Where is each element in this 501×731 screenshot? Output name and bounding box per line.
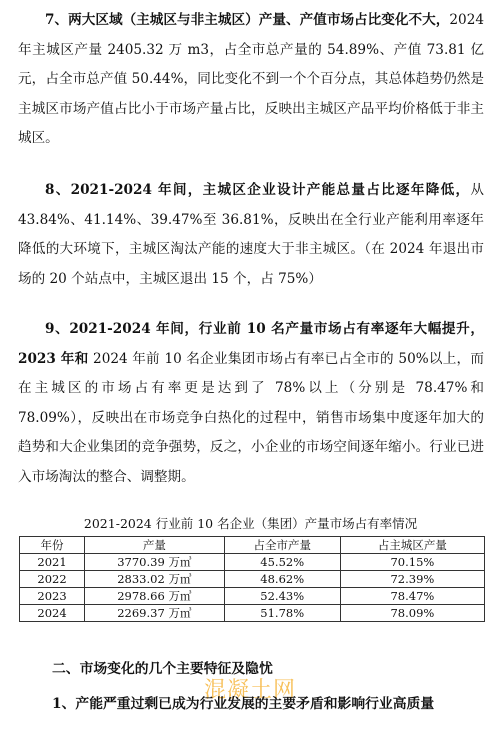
paragraph-8-text: 从 43.84%、41.14%、39.47%至 36.81%，反映出在全行业产能利用率逐年降低的大环境下，主城区淘汰产能的速度大于非主城区。（在 2024 年退出市场的 20 个站点中，主城区退出 15 个，占 75%）: [18, 182, 484, 287]
cell-city-share: 51.78%: [224, 605, 340, 622]
cell-year: 2023: [20, 588, 85, 605]
cell-city-share: 52.43%: [224, 588, 340, 605]
cell-output: 2978.66 万㎥: [85, 588, 225, 605]
paragraph-8: [18, 176, 484, 294]
table-row: [20, 554, 485, 571]
cell-main-share: 72.39%: [340, 571, 484, 588]
header-main-district-share: 占主城区产量: [340, 537, 484, 554]
header-year: 年份: [20, 537, 85, 554]
cell-main-share: 78.47%: [340, 588, 484, 605]
cell-output: 2833.02 万㎥: [85, 571, 225, 588]
watermark-logo: 混凝土网: [204, 678, 297, 703]
paragraph-9: [18, 315, 484, 492]
cell-output: 3770.39 万㎥: [85, 554, 225, 571]
table-title: 2021-2024 行业前 10 名企业（集团）产量市场占有率情况: [83, 516, 418, 531]
cell-city-share: 48.62%: [224, 571, 340, 588]
header-output: 产量: [85, 537, 225, 554]
cell-year: 2022: [20, 571, 85, 588]
paragraph-8-lead: 8、2021-2024 年间，主城区企业设计产能总量占比逐年降低，: [45, 182, 471, 198]
section-heading: 二、市场变化的几个主要特征及隐忧: [52, 661, 273, 677]
cell-output: 2269.37 万㎥: [85, 605, 225, 622]
market-share-table: [19, 536, 485, 622]
cell-city-share: 45.52%: [224, 554, 340, 571]
paragraph-7: [18, 6, 484, 154]
header-city-share: 占全市产量: [224, 537, 340, 554]
table-row: [20, 605, 485, 622]
cell-year: 2021: [20, 554, 85, 571]
paragraph-7-text: 2024 年主城区产量 2405.32 万 m3，占全市总产量的 54.89%、产值 73.81 亿元，占全市总产值 50.44%，同比变化不到一个个百分点，其总体趋势仍然是主城区市场产值占比小于市场产量占比，反映出主城区产品平均价格低于非主城区。: [18, 12, 484, 146]
cell-main-share: 70.15%: [340, 554, 484, 571]
subheading: 1、产能严重过剩已成为行业发展的主要矛盾和影响行业高质量: [52, 696, 435, 712]
table-row: [20, 571, 485, 588]
cell-year: 2024: [20, 605, 85, 622]
paragraph-7-lead: 7、两大区域（主城区与非主城区）产量、产值市场占比变化不大，: [45, 12, 450, 28]
table-row: [20, 588, 485, 605]
cell-main-share: 78.09%: [340, 605, 484, 622]
paragraph-9-text: 2024 年前 10 名企业集团市场占有率已占全市的 50%以上，而在主城区的市场占有率更是达到了 78%以上（分别是 78.47%和 78.09%），反映出在市场竞争白热化的过程中，销售市场集中度逐年加大的趋势和大企业集团的竞争强势，反之，小企业的市场空间逐年缩小。行业已进入市场淘汰的整合、调整期。: [18, 350, 484, 485]
paragraph-9-lead: 9、2021-2024 年间，行业前 10 名产量市场占有率逐年大幅提升，2023 年和: [18, 321, 484, 367]
table-header-row: [20, 537, 485, 554]
